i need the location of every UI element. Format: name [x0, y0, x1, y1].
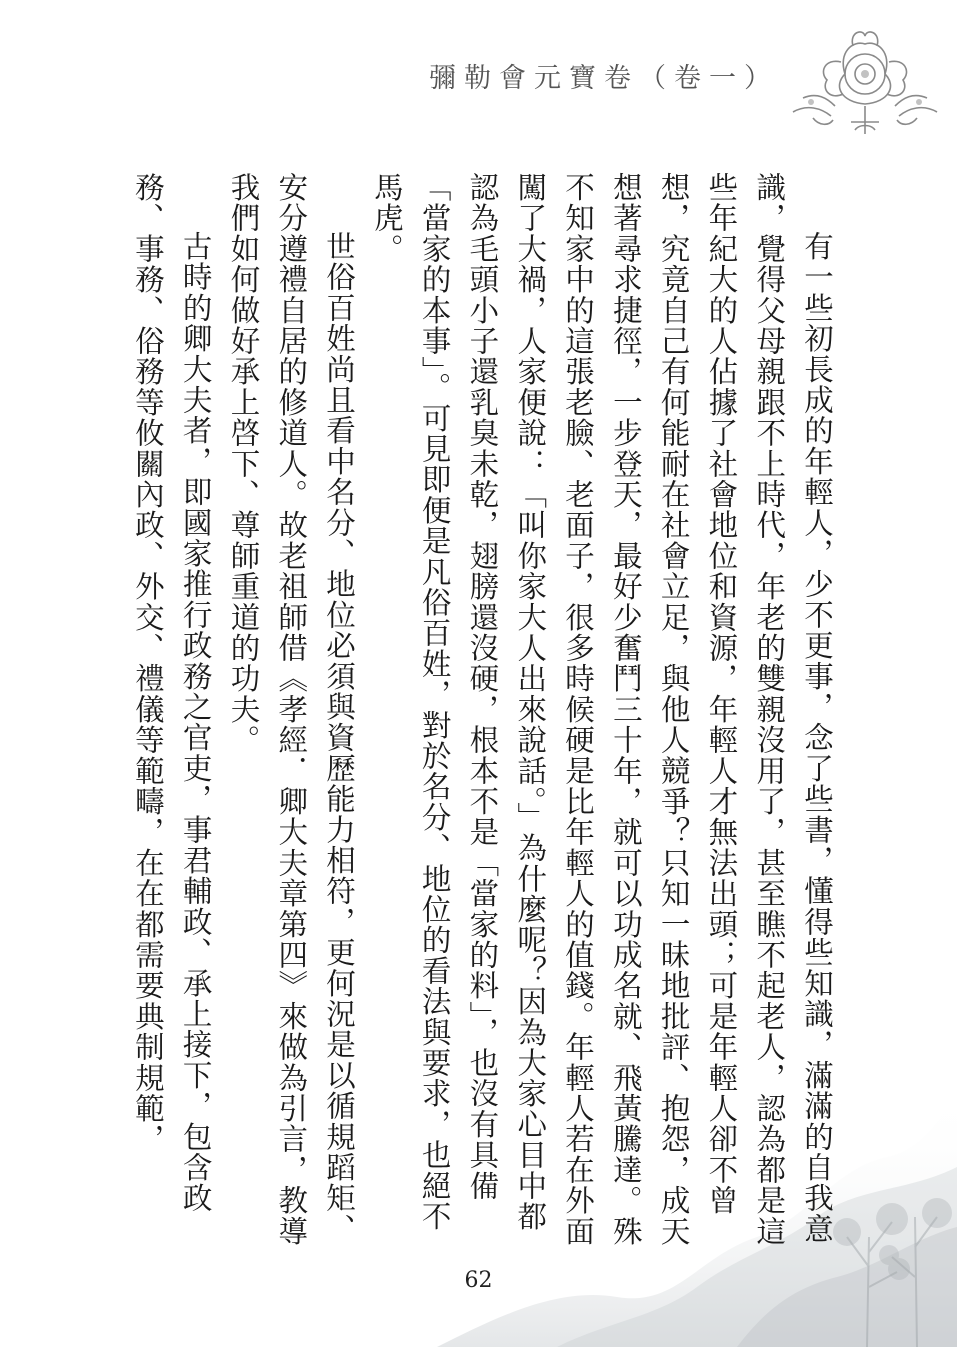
paragraph-1: 有一些初長成的年輕人，少不更事，念了些書，懂得些知識，滿滿的自我意識，覺得父母親跟不上時代，年老的雙親沒用了，甚至瞧不起老人，認為都是這些年紀大的人佔據了社會地位和資源，年輕人才無法出頭；可是年輕人卻不曾想，究竟自己有何能耐在社會立足，與他人競爭？只知一昧地批評、抱怨，成天想著尋求捷徑，一步登天，最好少奮鬥三十年，就可以功成名就、飛黃騰達。殊不知家中的這張老臉、老面子，很多時候硬是比年輕人的值錢。年輕人若在外面闖了大禍，人家便說：「叫你家大人出來說話。」為什麼呢？因為大家心目中都認為毛頭小子還乳臭未乾，翅膀還沒硬，根本不是「當家的料」，也沒有具備「當家的本事」。可見即便是凡俗百姓，對於名分、地位的看法與要求，也絕不馬虎。 — [369, 172, 834, 1247]
running-header-title: 彌勒會元寶卷（卷一） — [429, 63, 779, 94]
paragraph-2: 世俗百姓尚且看中名分、地位必須與資歷能力相符，更何況是以循規蹈矩、安分遵禮自居的修道人。故老祖師借《孝經．卿大夫章第四》來做為引言，教導我們如何做好承上啓下、尊師重道的功夫。 — [226, 172, 357, 1247]
page-number: 62 — [464, 1268, 493, 1293]
paragraph-3: 古時的卿大夫者，即國家推行政務之官吏，事君輔政、承上接下，包含政務、事務、俗務等攸關內政、外交、禮儀等範疇，在在都需要典制規範， — [130, 172, 213, 1214]
peony-ornament-icon — [783, 22, 943, 142]
vertical-body-text — [130, 172, 840, 1252]
